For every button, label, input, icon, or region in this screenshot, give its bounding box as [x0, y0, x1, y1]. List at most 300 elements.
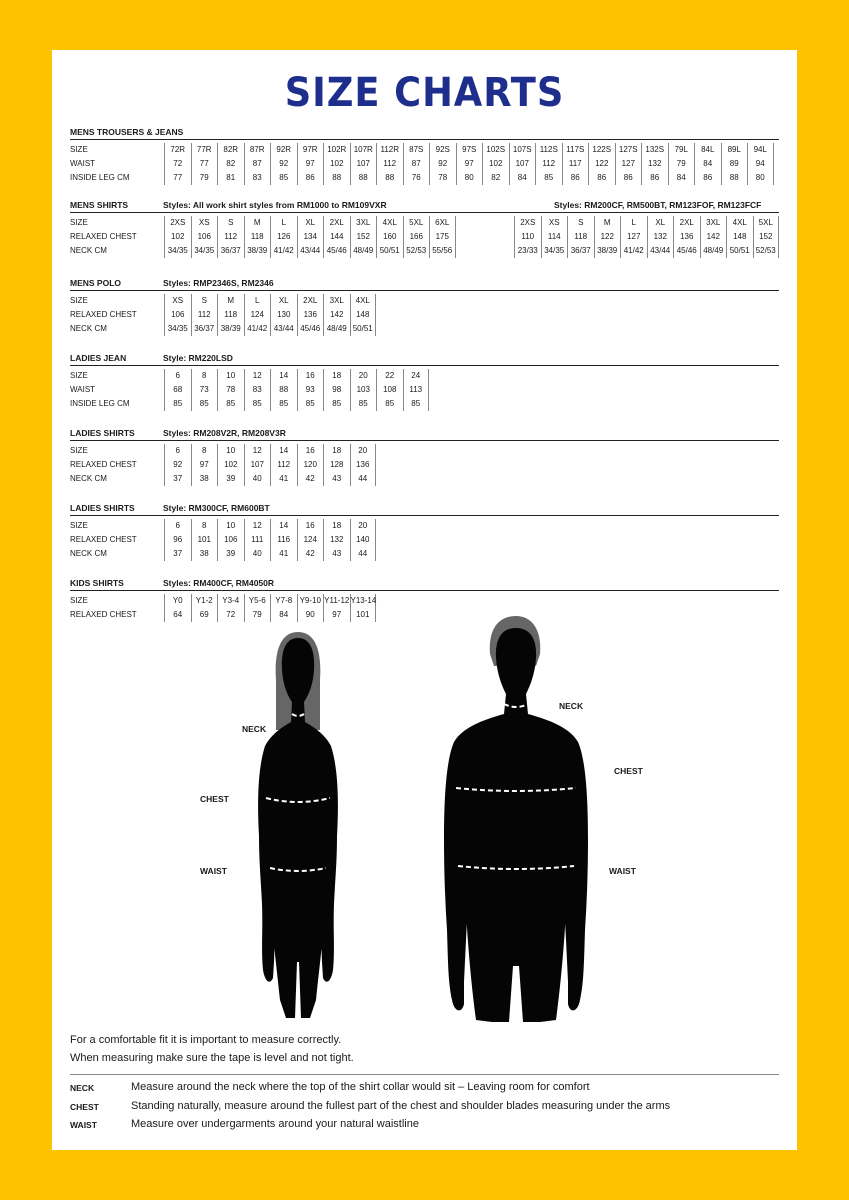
table-cell: 110	[514, 230, 541, 244]
section-styles: Style: RM220LSD	[163, 353, 233, 363]
table-cell: 85	[403, 397, 430, 411]
size-header-cell: 16	[297, 519, 324, 533]
size-header-cell: 3XL	[350, 216, 377, 230]
size-header-cell: 92S	[429, 143, 456, 157]
size-header-cell: 72R	[164, 143, 191, 157]
table-cell: 80	[456, 171, 483, 185]
size-table-section	[70, 503, 779, 565]
definition-text: Measure over undergarments around your natural waistline	[131, 1118, 419, 1130]
table-cell: 52/53	[403, 244, 430, 258]
table-cell: 122	[594, 230, 621, 244]
table-cell: 103	[350, 383, 377, 397]
table-cell: 72	[217, 608, 244, 622]
table-cell: 85	[535, 171, 562, 185]
section-rule	[70, 139, 779, 140]
table-cell: 126	[270, 230, 297, 244]
size-header-cell: 82R	[217, 143, 244, 157]
row-label: NECK CM	[70, 324, 107, 333]
size-table-section	[70, 353, 779, 415]
size-header-cell: 127S	[615, 143, 642, 157]
table-cell: 38/39	[594, 244, 621, 258]
row-label: NECK CM	[70, 549, 107, 558]
size-header-cell: 112S	[535, 143, 562, 157]
section-title: MENS POLO	[70, 278, 122, 288]
table-cell: 118	[244, 230, 271, 244]
size-header-cell: XS	[541, 216, 568, 230]
size-header-cell: L	[620, 216, 647, 230]
row-label: NECK CM	[70, 246, 107, 255]
table-cell: 43/44	[270, 322, 297, 336]
size-header-cell: 89L	[721, 143, 748, 157]
table-cell: 114	[541, 230, 568, 244]
table-cell: 107	[350, 157, 377, 171]
size-header-cell: 20	[350, 369, 377, 383]
table-cell: 85	[217, 397, 244, 411]
table-cell: 44	[350, 547, 377, 561]
table-cell: 148	[726, 230, 753, 244]
size-header-cell: 107S	[509, 143, 536, 157]
table-cell: 92	[164, 458, 191, 472]
size-header-cell: 18	[323, 519, 350, 533]
size-header-cell: XS	[164, 294, 191, 308]
row-label: WAIST	[70, 159, 96, 168]
size-header-cell: 77R	[191, 143, 218, 157]
size-header-cell: L	[270, 216, 297, 230]
row-label: WAIST	[70, 385, 96, 394]
size-header-cell: 8	[191, 444, 218, 458]
table-cell: 101	[191, 533, 218, 547]
table-cell: 48/49	[700, 244, 727, 258]
size-header-cell: 6XL	[429, 216, 456, 230]
table-cell: 79	[191, 171, 218, 185]
table-cell: 122	[588, 157, 615, 171]
size-header-cell: 117S	[562, 143, 589, 157]
table-cell: 112	[270, 458, 297, 472]
table-cell: 43	[323, 472, 350, 486]
size-header-cell: 2XL	[323, 216, 350, 230]
section-styles: Styles: RMP2346S, RM2346	[163, 278, 274, 288]
size-header-cell: 18	[323, 369, 350, 383]
table-cell: 85	[350, 397, 377, 411]
table-cell: 48/49	[323, 322, 350, 336]
size-header-cell: M	[217, 294, 244, 308]
size-header-cell: 24	[403, 369, 430, 383]
table-cell: 38/39	[217, 322, 244, 336]
table-cell: 92	[270, 157, 297, 171]
size-header-cell: 10	[217, 369, 244, 383]
section-rule	[70, 590, 779, 591]
table-cell: 23/33	[514, 244, 541, 258]
size-header-cell: 2XS	[514, 216, 541, 230]
table-cell: 120	[297, 458, 324, 472]
table-cell: 41/42	[270, 244, 297, 258]
male-waist-label: WAIST	[609, 866, 636, 876]
size-header-cell: 16	[297, 369, 324, 383]
table-cell: 68	[164, 383, 191, 397]
size-header-cell: Y13-14	[350, 594, 377, 608]
table-cell: 130	[270, 308, 297, 322]
size-header-cell: 94L	[747, 143, 774, 157]
size-header-cell: Y9-10	[297, 594, 324, 608]
size-header-cell: Y11-12	[323, 594, 350, 608]
table-cell: 92	[429, 157, 456, 171]
table-cell: 132	[647, 230, 674, 244]
table-cell: 112	[535, 157, 562, 171]
size-header-cell: 4XL	[376, 216, 403, 230]
table-cell: 136	[673, 230, 700, 244]
table-cell: 118	[567, 230, 594, 244]
table-cell: 37	[164, 472, 191, 486]
size-header-cell: 87S	[403, 143, 430, 157]
table-cell: 142	[700, 230, 727, 244]
table-cell: 132	[641, 157, 668, 171]
male-neck-label: NECK	[559, 701, 584, 711]
size-header-cell: 6	[164, 519, 191, 533]
table-cell: 83	[244, 383, 271, 397]
table-cell: 73	[191, 383, 218, 397]
size-header-cell: 87R	[244, 143, 271, 157]
definition-text: Measure around the neck where the top of the shirt collar would sit – Leaving room for comfort	[131, 1081, 590, 1093]
size-table-section	[70, 428, 779, 490]
size-header-cell: Y1-2	[191, 594, 218, 608]
size-header-cell: 112R	[376, 143, 403, 157]
size-header-cell: XL	[270, 294, 297, 308]
table-cell: 44	[350, 472, 377, 486]
table-cell: 140	[350, 533, 377, 547]
table-cell: 127	[615, 157, 642, 171]
table-cell: 79	[244, 608, 271, 622]
size-header-cell: 16	[297, 444, 324, 458]
table-cell: 86	[588, 171, 615, 185]
section-rule	[70, 440, 779, 441]
row-label: INSIDE LEG CM	[70, 173, 130, 182]
size-header-cell: 107R	[350, 143, 377, 157]
table-cell: 55/56	[429, 244, 456, 258]
section-rule	[70, 515, 779, 516]
size-header-cell: 20	[350, 519, 377, 533]
table-cell: 86	[562, 171, 589, 185]
size-header-cell: 79L	[668, 143, 695, 157]
row-label: SIZE	[70, 596, 88, 605]
table-cell: 144	[323, 230, 350, 244]
table-cell: 112	[191, 308, 218, 322]
table-cell: 116	[270, 533, 297, 547]
section-title: MENS TROUSERS & JEANS	[70, 127, 184, 137]
table-cell: 136	[297, 308, 324, 322]
table-cell: 39	[217, 547, 244, 561]
table-cell: 45/46	[297, 322, 324, 336]
row-label: RELAXED CHEST	[70, 610, 137, 619]
table-cell: 34/35	[541, 244, 568, 258]
measure-note-line2: When measuring make sure the tape is level and not tight.	[70, 1052, 354, 1064]
table-cell: 166	[403, 230, 430, 244]
size-header-cell: Y7-8	[270, 594, 297, 608]
size-header-cell: Y5-6	[244, 594, 271, 608]
table-cell: 42	[297, 472, 324, 486]
table-cell: 124	[244, 308, 271, 322]
table-cell: 41	[270, 472, 297, 486]
table-cell: 88	[376, 171, 403, 185]
size-header-cell: 4XL	[350, 294, 377, 308]
table-cell: 89	[721, 157, 748, 171]
table-cell: 80	[747, 171, 774, 185]
female-neck-label: NECK	[242, 724, 267, 734]
table-cell: 38	[191, 472, 218, 486]
size-header-cell: 3XL	[323, 294, 350, 308]
table-cell: 108	[376, 383, 403, 397]
row-label: RELAXED CHEST	[70, 535, 137, 544]
size-header-cell: 2XS	[164, 216, 191, 230]
size-header-cell: 10	[217, 444, 244, 458]
table-cell: 78	[217, 383, 244, 397]
size-header-cell: S	[191, 294, 218, 308]
row-label: SIZE	[70, 371, 88, 380]
table-cell: 69	[191, 608, 218, 622]
size-header-cell: 92R	[270, 143, 297, 157]
table-cell: 50/51	[376, 244, 403, 258]
size-table-section	[70, 278, 779, 340]
section-rule	[70, 290, 779, 291]
table-cell: 88	[350, 171, 377, 185]
table-cell: 41	[270, 547, 297, 561]
row-label: RELAXED CHEST	[70, 460, 137, 469]
table-cell: 85	[297, 397, 324, 411]
table-cell: 50/51	[350, 322, 377, 336]
section-styles: Styles: RM400CF, RM4050R	[163, 578, 275, 588]
table-cell: 41/42	[244, 322, 271, 336]
page-title: SIZE CHARTS	[284, 70, 565, 116]
table-cell: 160	[376, 230, 403, 244]
male-chest-label: CHEST	[614, 766, 643, 776]
section-title: LADIES SHIRTS	[70, 428, 135, 438]
size-header-cell: 97R	[297, 143, 324, 157]
table-cell: 102	[482, 157, 509, 171]
table-cell: 86	[694, 171, 721, 185]
male-silhouette	[444, 616, 588, 1022]
size-header-cell: 84L	[694, 143, 721, 157]
table-cell: 102	[217, 458, 244, 472]
size-header-cell: 18	[323, 444, 350, 458]
size-header-cell: S	[217, 216, 244, 230]
size-header-cell: 14	[270, 369, 297, 383]
table-cell: 38	[191, 547, 218, 561]
size-header-cell: 10	[217, 519, 244, 533]
table-cell: 85	[191, 397, 218, 411]
table-cell: 40	[244, 472, 271, 486]
female-waist-label: WAIST	[200, 866, 227, 876]
section-styles: Styles: RM200CF, RM500BT, RM123FOF, RM123FCF	[554, 200, 762, 210]
size-header-cell: L	[244, 294, 271, 308]
section-styles: Styles: All work shirt styles from RM1000 to RM109VXR	[163, 200, 387, 210]
table-cell: 48/49	[350, 244, 377, 258]
size-header-cell: 132S	[641, 143, 668, 157]
size-header-cell: 102R	[323, 143, 350, 157]
table-cell: 85	[164, 397, 191, 411]
table-cell: 107	[244, 458, 271, 472]
size-header-cell: 22	[376, 369, 403, 383]
section-title: KIDS SHIRTS	[70, 578, 124, 588]
size-header-cell: 97S	[456, 143, 483, 157]
table-cell: 82	[217, 157, 244, 171]
table-cell: 84	[668, 171, 695, 185]
body-measurement-figure	[52, 610, 797, 1030]
size-header-cell: XS	[191, 216, 218, 230]
row-label: SIZE	[70, 145, 88, 154]
table-cell: 117	[562, 157, 589, 171]
table-cell: 84	[509, 171, 536, 185]
table-cell: 132	[323, 533, 350, 547]
table-cell: 106	[164, 308, 191, 322]
size-header-cell: Y0	[164, 594, 191, 608]
table-cell: 88	[323, 171, 350, 185]
size-header-cell: 12	[244, 519, 271, 533]
table-cell: 102	[323, 157, 350, 171]
size-header-cell: 12	[244, 369, 271, 383]
size-header-cell: 12	[244, 444, 271, 458]
size-header-cell: Y3-4	[217, 594, 244, 608]
table-cell: 84	[694, 157, 721, 171]
table-cell: 77	[164, 171, 191, 185]
table-cell: 84	[270, 608, 297, 622]
table-cell: 86	[641, 171, 668, 185]
female-chest-label: CHEST	[200, 794, 229, 804]
size-header-cell: 14	[270, 444, 297, 458]
table-cell: 85	[323, 397, 350, 411]
size-header-cell: 20	[350, 444, 377, 458]
section-title: LADIES SHIRTS	[70, 503, 135, 513]
row-label: RELAXED CHEST	[70, 232, 137, 241]
table-cell: 93	[297, 383, 324, 397]
table-cell: 76	[403, 171, 430, 185]
table-cell: 97	[297, 157, 324, 171]
row-label: SIZE	[70, 446, 88, 455]
size-header-cell: 2XL	[673, 216, 700, 230]
table-cell: 102	[164, 230, 191, 244]
size-header-cell: S	[567, 216, 594, 230]
size-header-cell: 8	[191, 369, 218, 383]
table-cell: 83	[244, 171, 271, 185]
size-table-section	[70, 127, 779, 189]
table-cell: 40	[244, 547, 271, 561]
size-header-cell: M	[244, 216, 271, 230]
size-table-section	[70, 200, 779, 262]
table-cell: 34/35	[164, 322, 191, 336]
table-cell: 77	[191, 157, 218, 171]
table-cell: 45/46	[323, 244, 350, 258]
table-cell: 127	[620, 230, 647, 244]
section-styles: Style: RM300CF, RM600BT	[163, 503, 270, 513]
table-cell: 34/35	[164, 244, 191, 258]
table-cell: 96	[164, 533, 191, 547]
table-cell: 175	[429, 230, 456, 244]
row-label: RELAXED CHEST	[70, 310, 137, 319]
section-title: LADIES JEAN	[70, 353, 127, 363]
definition-term: NECK	[70, 1083, 95, 1093]
section-rule	[70, 365, 779, 366]
definition-term: WAIST	[70, 1120, 97, 1130]
definition-term: CHEST	[70, 1102, 99, 1112]
table-cell: 85	[270, 397, 297, 411]
row-label: INSIDE LEG CM	[70, 399, 130, 408]
section-title: MENS SHIRTS	[70, 200, 129, 210]
table-cell: 136	[350, 458, 377, 472]
size-header-cell: 4XL	[726, 216, 753, 230]
table-cell: 113	[403, 383, 430, 397]
table-cell: 112	[217, 230, 244, 244]
table-cell: 72	[164, 157, 191, 171]
table-cell: 118	[217, 308, 244, 322]
table-cell: 37	[164, 547, 191, 561]
section-styles: Styles: RM208V2R, RM208V3R	[163, 428, 286, 438]
table-cell: 87	[403, 157, 430, 171]
table-cell: 34/35	[191, 244, 218, 258]
size-header-cell: 102S	[482, 143, 509, 157]
table-cell: 88	[721, 171, 748, 185]
table-cell: 107	[509, 157, 536, 171]
table-cell: 86	[615, 171, 642, 185]
definitions-divider	[70, 1074, 779, 1075]
table-cell: 79	[668, 157, 695, 171]
size-header-cell: 14	[270, 519, 297, 533]
table-cell: 85	[244, 397, 271, 411]
female-silhouette	[258, 632, 338, 1018]
row-label: SIZE	[70, 296, 88, 305]
size-header-cell: 8	[191, 519, 218, 533]
table-cell: 81	[217, 171, 244, 185]
female-body	[258, 638, 338, 1018]
table-cell: 87	[244, 157, 271, 171]
size-header-cell: 6	[164, 369, 191, 383]
table-cell: 106	[191, 230, 218, 244]
table-cell: 152	[753, 230, 780, 244]
size-header-cell: 5XL	[403, 216, 430, 230]
table-cell: 52/53	[753, 244, 780, 258]
table-cell: 82	[482, 171, 509, 185]
table-cell: 148	[350, 308, 377, 322]
table-cell: 64	[164, 608, 191, 622]
table-cell: 85	[270, 171, 297, 185]
table-cell: 78	[429, 171, 456, 185]
table-cell: 45/46	[673, 244, 700, 258]
table-cell: 111	[244, 533, 271, 547]
size-header-cell: 5XL	[753, 216, 780, 230]
table-cell: 134	[297, 230, 324, 244]
table-cell: 152	[350, 230, 377, 244]
table-cell: 42	[297, 547, 324, 561]
table-cell: 38/39	[244, 244, 271, 258]
row-label: SIZE	[70, 521, 88, 530]
table-cell: 98	[323, 383, 350, 397]
size-header-cell: XL	[647, 216, 674, 230]
size-chart-sheet	[52, 50, 797, 1150]
table-cell: 124	[297, 533, 324, 547]
table-cell: 97	[456, 157, 483, 171]
table-cell: 43/44	[647, 244, 674, 258]
row-label: SIZE	[70, 218, 88, 227]
size-header-cell: M	[594, 216, 621, 230]
table-cell: 43/44	[297, 244, 324, 258]
table-cell: 128	[323, 458, 350, 472]
table-cell: 94	[747, 157, 774, 171]
size-header-cell: 122S	[588, 143, 615, 157]
size-header-cell: 2XL	[297, 294, 324, 308]
table-cell: 39	[217, 472, 244, 486]
row-label: NECK CM	[70, 474, 107, 483]
table-cell: 41/42	[620, 244, 647, 258]
measure-note-line1: For a comfortable fit it is important to measure correctly.	[70, 1034, 342, 1046]
table-cell: 90	[297, 608, 324, 622]
table-cell: 101	[350, 608, 377, 622]
